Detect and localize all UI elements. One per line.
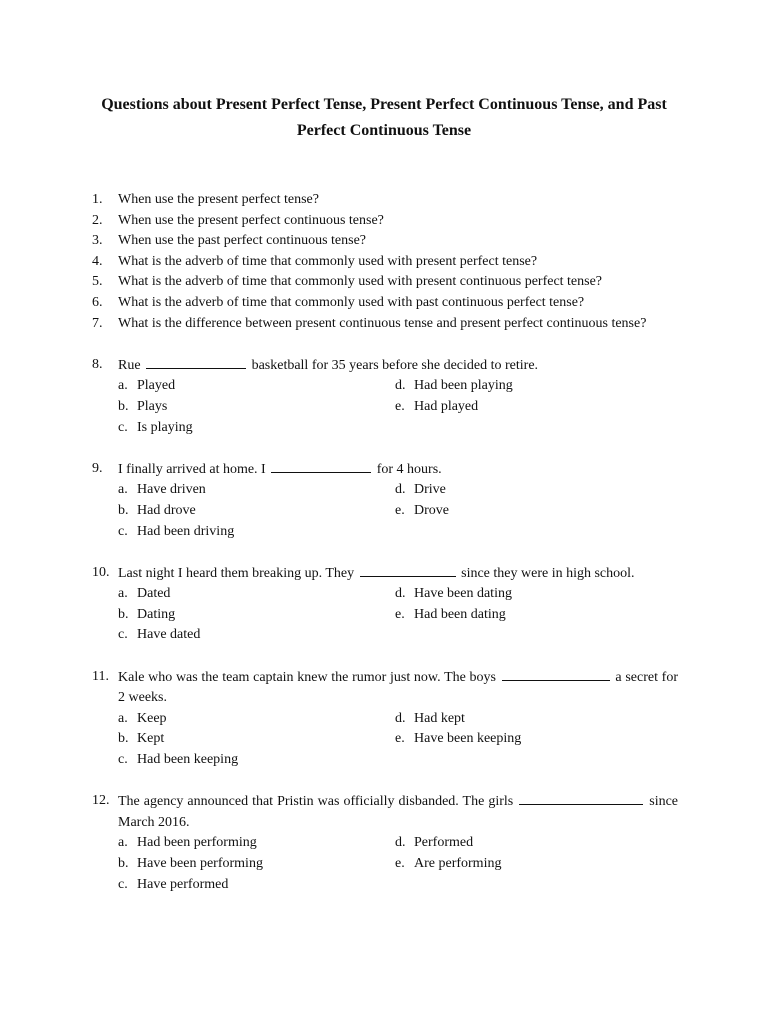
option-letter: b. [118,606,129,622]
question-text-before: Last night I heard them breaking up. They [118,565,355,581]
option-letter: e. [395,731,405,747]
option-text: Had played [414,398,479,414]
option-b [118,397,395,418]
option-letter: a. [118,586,128,602]
answer-options [92,833,678,895]
option-letter: c. [118,627,128,643]
option-letter: a. [118,710,128,726]
answer-options [92,709,678,771]
option-text: Had been dating [414,606,506,622]
question-7 [92,314,678,335]
answer-options [92,480,678,542]
option-b [118,605,395,626]
option-text: Had drove [137,502,196,518]
option-text: Plays [137,398,168,414]
question-number: 6. [92,294,103,310]
question-text-before: The agency announced that Pristin was officially disbanded. The girls [118,794,514,810]
question-1 [92,190,678,211]
option-text: Is playing [137,419,193,435]
option-a [118,376,395,397]
option-text: Had been playing [414,378,513,394]
answer-blank [271,459,371,473]
question-10 [92,563,678,585]
answer-options [92,584,678,646]
question-number: 3. [92,233,103,249]
option-letter: a. [118,378,128,394]
title-line-1: Questions about Present Perfect Tense, Present Perfect Continuous Tense, and Past [101,96,667,113]
question-number: 7. [92,315,103,331]
option-e [395,854,655,875]
option-a [118,584,395,605]
answer-blank [502,667,610,681]
question-text-before: I finally arrived at home. I [118,461,266,477]
question-text: When use the present perfect tense? [118,192,319,207]
title-line-2: Perfect Continuous Tense [296,122,472,139]
option-letter: b. [118,856,129,871]
question-text-after: basketball for 35 years before she decided to retire. [251,357,539,373]
option-text: Have driven [137,482,206,498]
option-d [395,584,655,605]
question-11 [92,667,678,709]
question-text [118,563,678,585]
option-c [118,625,395,646]
option-b [118,854,395,875]
option-letter: d. [395,835,406,851]
option-text: Played [137,378,176,394]
option-text: Kept [137,731,165,747]
option-text: Dating [137,606,176,622]
question-6 [92,293,678,314]
question-text-after: a secret for 2 weeks. [118,669,678,706]
question-number: 11. [92,668,109,684]
option-a [118,833,395,854]
option-text: Performed [414,835,474,851]
question-9 [92,459,678,481]
option-text: Dated [137,586,171,602]
question-number: 8. [92,356,103,372]
option-letter: d. [395,710,406,726]
option-letter: d. [395,586,406,602]
question-text: When use the past perfect continuous tense? [118,233,367,249]
option-c [118,418,395,439]
option-letter: a. [118,835,128,851]
option-e [395,605,655,626]
option-e [395,501,655,522]
option-text: Have been performing [137,856,263,871]
question-text-after: for 4 hours. [376,461,442,477]
question-5 [92,272,678,293]
option-c [118,875,395,896]
option-letter: b. [118,398,129,414]
question-text [118,667,678,709]
option-letter: a. [118,482,128,498]
question-text: What is the adverb of time that commonly used with past continuous perfect tense? [118,294,585,310]
option-letter: d. [395,482,406,498]
question-number: 10. [92,564,110,580]
answer-blank [360,563,456,577]
option-letter: c. [118,419,128,435]
answer-options [92,376,678,438]
question-text [118,791,678,833]
question-text: What is the adverb of time that commonly used with present perfect tense? [118,253,538,269]
option-d [395,709,655,730]
question-3 [92,231,678,252]
option-a [118,480,395,501]
option-letter: c. [118,752,128,768]
question-text-after: since March 2016. [118,794,679,830]
question-text-before: Rue [118,357,141,373]
option-text: Have dated [137,627,201,643]
option-b [118,729,395,750]
option-letter: d. [395,378,406,394]
question-2 [92,211,678,232]
option-d [395,833,655,854]
question-list [92,190,678,895]
answer-blank [146,355,246,369]
question-text: When use the present perfect continuous tense? [118,212,384,228]
question-4 [92,252,678,273]
question-text [118,355,678,377]
option-b [118,501,395,522]
option-letter: b. [118,502,129,518]
option-text: Drive [414,482,446,498]
option-d [395,376,655,397]
option-letter: e. [395,398,405,414]
question-text [118,459,678,481]
question-12 [92,791,678,833]
option-letter: c. [118,523,128,539]
answer-blank [519,791,643,805]
question-number: 1. [92,192,103,207]
option-text: Had been driving [137,523,235,539]
option-letter: b. [118,731,129,747]
question-text: What is the adverb of time that commonly used with present continuous perfect tense? [118,274,603,290]
option-d [395,480,655,501]
option-c [118,522,395,543]
question-number: 12. [92,793,110,809]
option-letter: e. [395,606,405,622]
option-letter: e. [395,502,405,518]
option-letter: e. [395,856,405,871]
option-text: Had been performing [137,835,257,851]
option-text: Have performed [137,876,229,892]
option-letter: c. [118,876,128,892]
option-text: Drove [414,502,449,518]
option-c [118,750,395,771]
option-e [395,397,655,418]
option-a [118,709,395,730]
option-text: Keep [137,710,167,726]
question-number: 4. [92,253,103,269]
option-text: Have been dating [414,586,512,602]
option-text: Are performing [414,856,502,871]
question-number: 5. [92,274,103,290]
question-text-after: since they were in high school. [461,565,635,581]
question-number: 2. [92,212,103,228]
option-text: Have been keeping [414,731,522,747]
question-text-before: Kale who was the team captain knew the rumor just now. The boys [118,669,496,685]
question-number: 9. [92,460,103,476]
question-text: What is the difference between present continuous tense and present perfect continuous tense? [118,315,647,331]
option-text: Had kept [414,710,465,726]
option-text: Had been keeping [137,752,239,768]
page-title [80,92,688,144]
option-e [395,729,655,750]
question-8 [92,355,678,377]
